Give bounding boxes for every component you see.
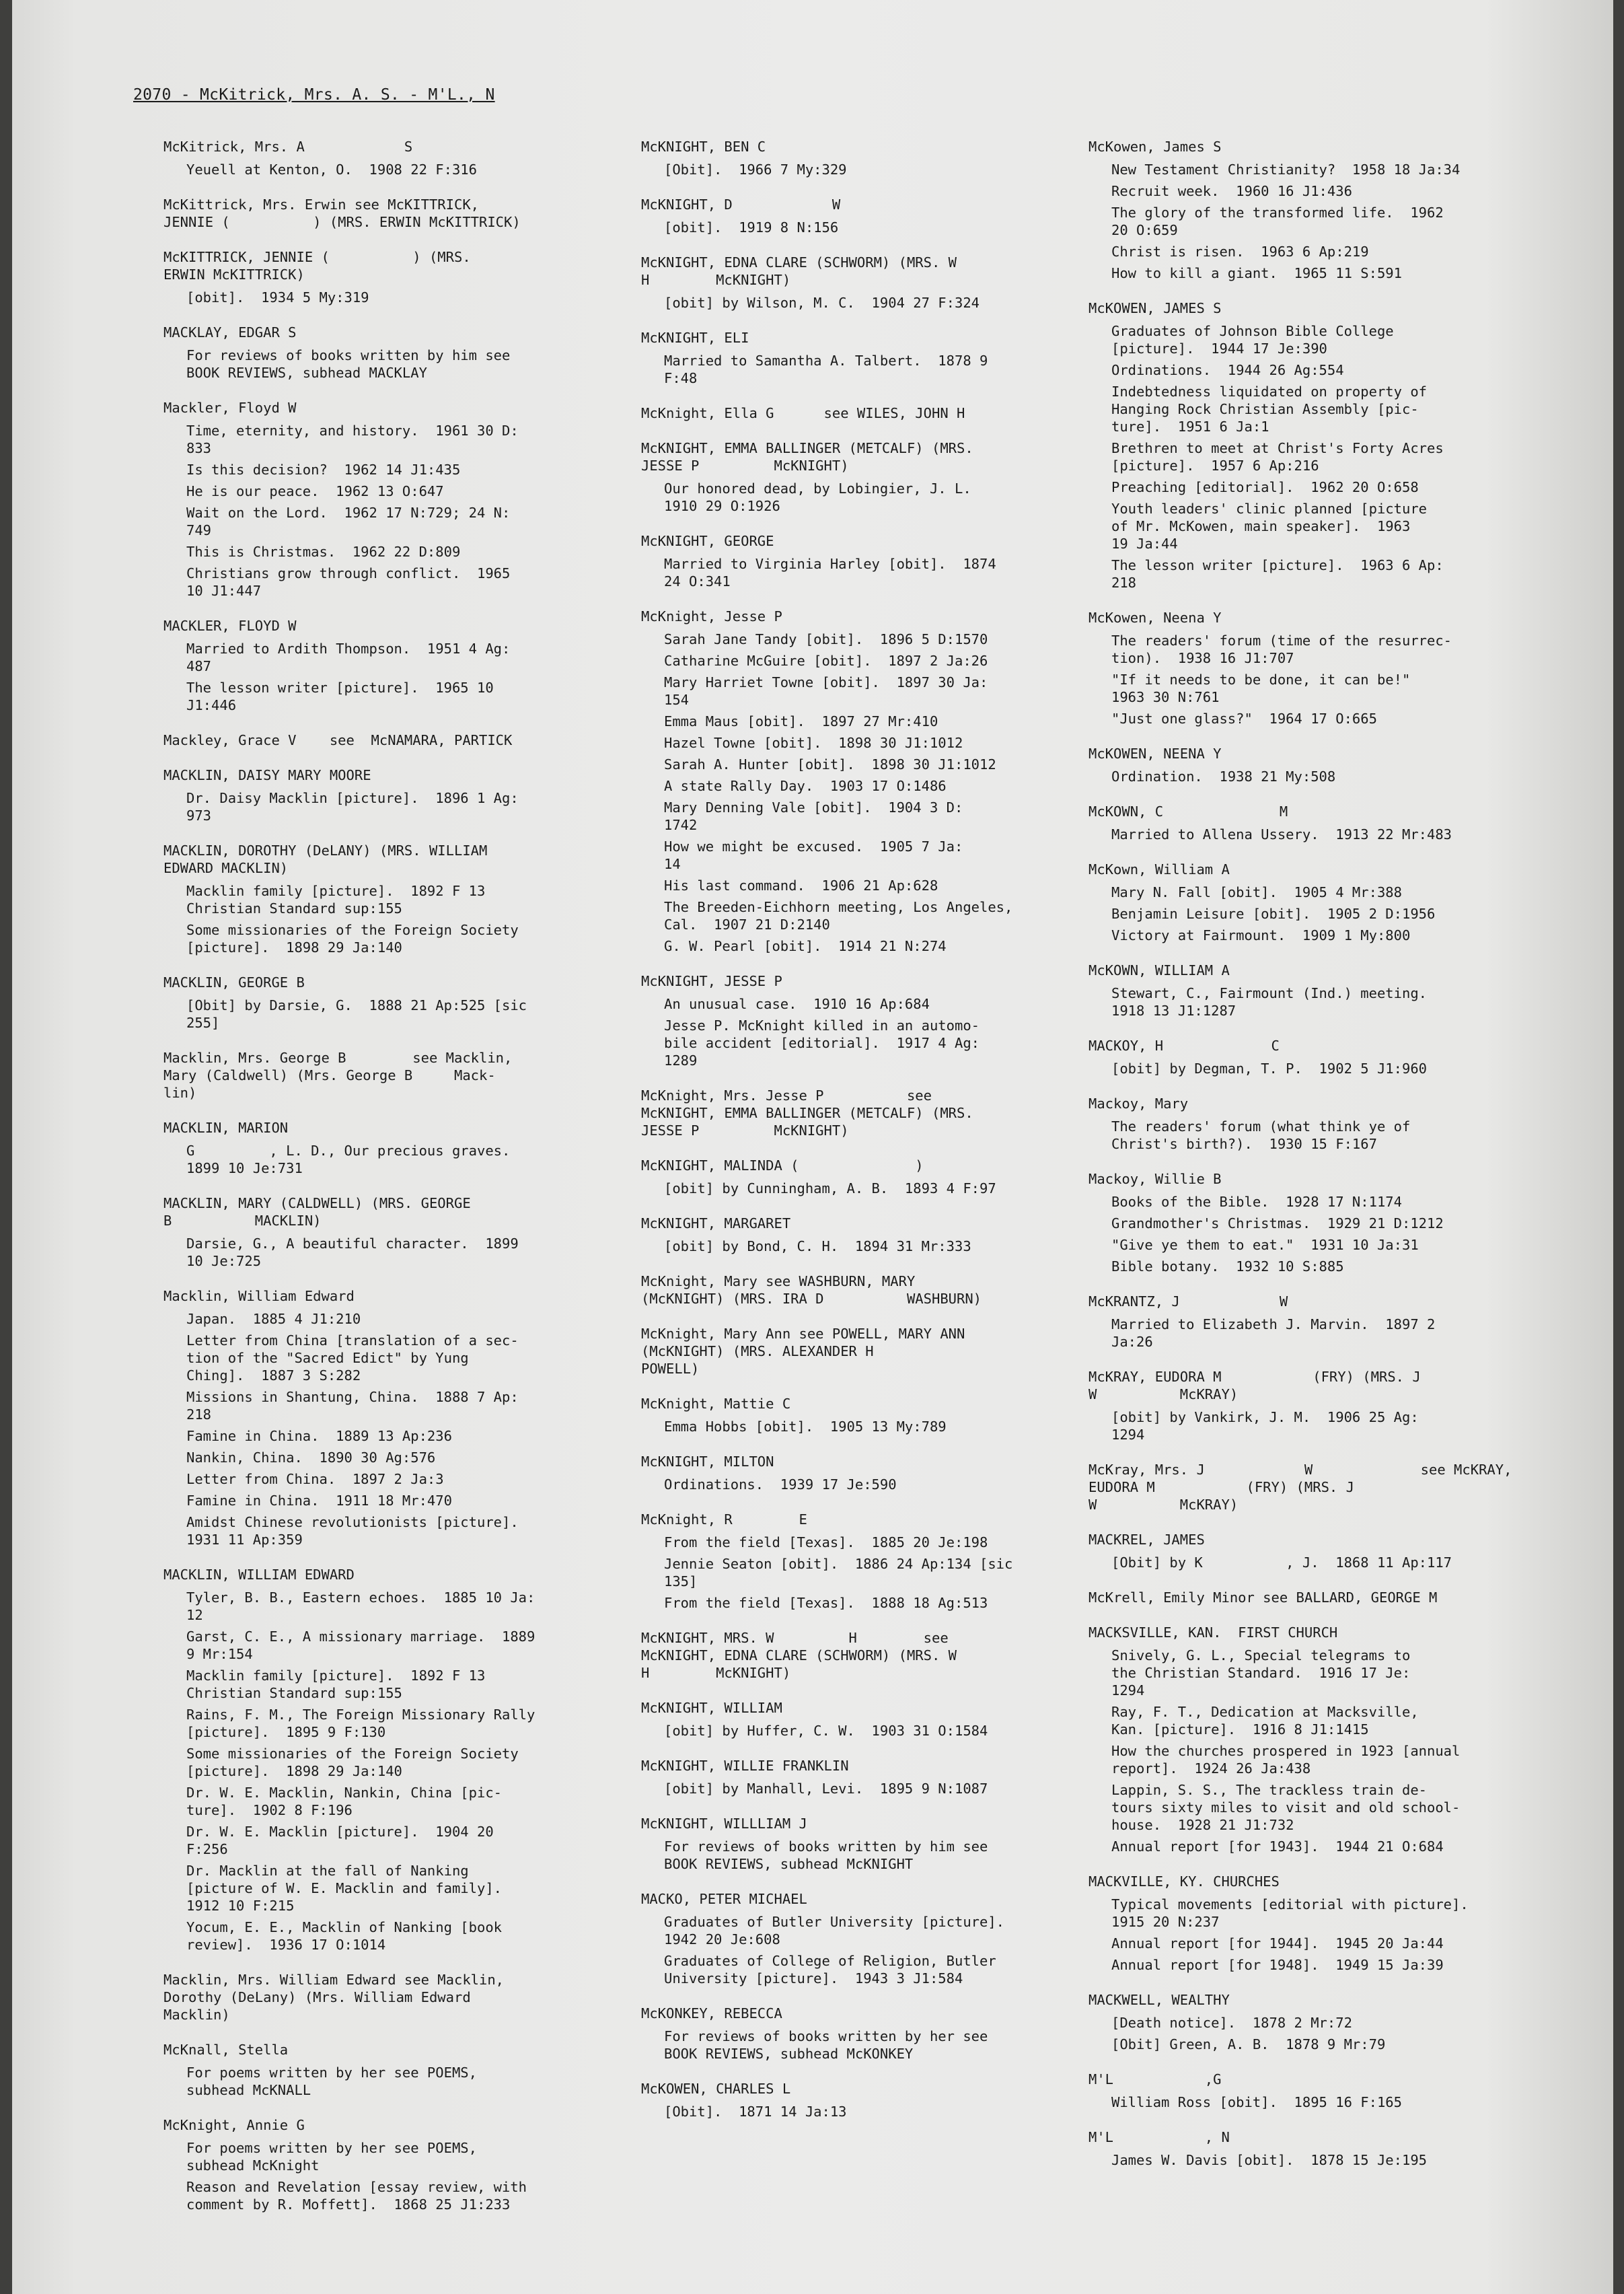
entry-citation: Recruit week. 1960 16 J1:436 — [1111, 183, 1352, 199]
index-entry — [163, 1049, 607, 1102]
entry-citation: Brethren to meet at Christ's Forty Acres [picture]. 1957 6 Ap:216 — [1111, 440, 1444, 474]
index-entry — [641, 404, 1078, 422]
entry-citation: Time, eternity, and history. 1961 30 D: 833 — [186, 423, 519, 456]
entry-citation: Sarah A. Hunter [obit]. 1898 30 J1:1012 — [664, 756, 996, 773]
entry-citation: Married to Elizabeth J. Marvin. 1897 2 Ja:26 — [1111, 1316, 1436, 1350]
entry-citation: G , L. D., Our precious graves. 1899 10 Je:731 — [186, 1143, 511, 1176]
index-entry — [1088, 1170, 1553, 1275]
index-entry — [163, 617, 607, 714]
index-entry — [641, 1699, 1078, 1740]
index-entry — [1088, 1095, 1553, 1153]
index-entry — [641, 1815, 1078, 1873]
index-entry — [1088, 1293, 1553, 1351]
entry-citation: Jesse P. McKnight killed in an automo- bile accident [editorial]. 1917 4 Ag: 1289 — [664, 1017, 980, 1069]
entry-heading: McKnight, Mrs. Jesse P see McKNIGHT, EMMA BALLINGER (METCALF) (MRS. JESSE P McKNIGHT) — [641, 1087, 973, 1139]
entry-citation: For reviews of books written by her see BOOK REVIEWS, subhead McKONKEY — [664, 2028, 988, 2062]
entry-citation: [obit]. 1919 8 N:156 — [664, 219, 839, 236]
index-entry — [641, 1157, 1078, 1197]
entry-citation: [Death notice]. 1878 2 Mr:72 — [1111, 2015, 1352, 2031]
entry-citation: From the field [Texas]. 1885 20 Je:198 — [664, 1534, 988, 1550]
entry-citation: Yeuell at Kenton, O. 1908 22 F:316 — [186, 162, 477, 178]
entry-citation: Married to Ardith Thompson. 1951 4 Ag: 487 — [186, 641, 511, 674]
entry-citation: Ordinations. 1944 26 Ag:554 — [1111, 362, 1344, 378]
entry-citation: Graduates of Butler University [picture]. 1942 20 Je:608 — [664, 1914, 1005, 1947]
index-entry — [163, 1119, 607, 1177]
entry-heading: McKNIGHT, MARGARET — [641, 1215, 791, 1231]
entry-heading: McKnall, Stella — [163, 2042, 289, 2058]
index-entry — [1088, 1368, 1553, 1443]
index-entry — [1088, 1624, 1553, 1855]
entry-heading: McKNIGHT, GEORGE — [641, 533, 774, 549]
entry-citation: Is this decision? 1962 14 J1:435 — [186, 462, 461, 478]
entry-citation: The glory of the transformed life. 1962 20 O:659 — [1111, 205, 1444, 238]
index-entry — [1088, 803, 1553, 843]
index-entry — [163, 324, 607, 382]
entry-citation: Benjamin Leisure [obit]. 1905 2 D:1956 — [1111, 906, 1436, 922]
index-entry — [641, 1890, 1078, 1987]
entry-heading: McKNIGHT, WILLLIAM J — [641, 1816, 807, 1832]
entry-citation: [Obit] by Darsie, G. 1888 21 Ap:525 [sic 255] — [186, 997, 527, 1031]
entry-citation: The lesson writer [picture]. 1963 6 Ap: 218 — [1111, 557, 1444, 591]
entry-citation: [Obit] by K , J. 1868 11 Ap:117 — [1111, 1554, 1452, 1571]
entry-citation: Books of the Bible. 1928 17 N:1174 — [1111, 1194, 1402, 1210]
index-page — [12, 0, 1613, 2294]
entry-citation: [obit] by Wilson, M. C. 1904 27 F:324 — [664, 295, 980, 311]
entry-heading: McKRAY, EUDORA M (FRY) (MRS. J W McKRAY) — [1088, 1369, 1421, 1402]
entry-citation: Japan. 1885 4 J1:210 — [186, 1311, 361, 1327]
entry-heading: MACKLER, FLOYD W — [163, 618, 297, 634]
page-header: 2070 - McKitrick, Mrs. A. S. - M'L., N — [133, 86, 495, 104]
entry-citation: Grandmother's Christmas. 1929 21 D:1212 — [1111, 1215, 1444, 1231]
entry-citation: Youth leaders' clinic planned [picture of Mr. McKowen, main speaker]. 1963 19 Ja:44 — [1111, 501, 1427, 552]
entry-citation: The Breeden-Eichhorn meeting, Los Angeles, Cal. 1907 21 D:2140 — [664, 899, 1013, 933]
entry-heading: McKNIGHT, ELI — [641, 330, 749, 346]
entry-citation: [obit] by Cunningham, A. B. 1893 4 F:97 — [664, 1180, 996, 1196]
entry-citation: Dr. Daisy Macklin [picture]. 1896 1 Ag: 973 — [186, 790, 519, 824]
index-entry — [163, 2116, 607, 2213]
index-entry — [641, 254, 1078, 312]
entry-heading: McKNIGHT, MALINDA ( ) — [641, 1157, 924, 1174]
entry-citation: Tyler, B. B., Eastern echoes. 1885 10 Ja: 12 — [186, 1589, 536, 1623]
entry-heading: McKnight, R E — [641, 1511, 807, 1528]
entry-citation: How to kill a giant. 1965 11 S:591 — [1111, 265, 1402, 281]
index-entry — [163, 731, 607, 749]
entry-heading: Macklin, William Edward — [163, 1288, 355, 1304]
column-3 — [1088, 138, 1553, 2186]
entry-heading: MACKSVILLE, KAN. FIRST CHURCH — [1088, 1624, 1338, 1641]
entry-citation: [obit] by Degman, T. P. 1902 5 J1:960 — [1111, 1061, 1427, 1077]
index-entry — [1088, 1461, 1553, 1513]
entry-citation: Indebtedness liquidated on property of Hanging Rock Christian Assembly [pic- ture]. 1951 6 Ja:1 — [1111, 384, 1427, 435]
entry-citation: [Obit]. 1966 7 My:329 — [664, 162, 847, 178]
entry-heading: McKNIGHT, MILTON — [641, 1454, 774, 1470]
entry-citation: Annual report [for 1943]. 1944 21 O:684 — [1111, 1838, 1444, 1855]
entry-citation: [obit]. 1934 5 My:319 — [186, 289, 369, 306]
index-entry — [163, 138, 607, 178]
entry-heading: McKown, William A — [1088, 861, 1230, 877]
entry-heading: MACKLIN, GEORGE B — [163, 974, 305, 991]
index-entry — [163, 1566, 607, 1954]
index-entry — [641, 2005, 1078, 2063]
index-entry — [641, 2080, 1078, 2120]
index-entry — [641, 1395, 1078, 1435]
entry-heading: MACKLIN, WILLIAM EDWARD — [163, 1567, 355, 1583]
entry-citation: [obit] by Bond, C. H. 1894 31 Mr:333 — [664, 1238, 971, 1254]
index-entry — [1088, 1589, 1553, 1606]
entry-heading: MACKLIN, MARION — [163, 1120, 289, 1136]
entry-heading: McKOWN, C M — [1088, 803, 1288, 820]
entry-citation: Darsie, G., A beautiful character. 1899 10 Je:725 — [186, 1235, 519, 1269]
index-entry — [1088, 609, 1553, 727]
entry-citation: James W. Davis [obit]. 1878 15 Je:195 — [1111, 2152, 1427, 2168]
entry-citation: Rains, F. M., The Foreign Missionary Rally [picture]. 1895 9 F:130 — [186, 1707, 536, 1740]
index-entry — [641, 532, 1078, 590]
entry-citation: Emma Hobbs [obit]. 1905 13 My:789 — [664, 1419, 947, 1435]
entry-heading: McKray, Mrs. J W see McKRAY, EUDORA M (FRY) (MRS. J W McKRAY) — [1088, 1462, 1512, 1513]
entry-citation: Emma Maus [obit]. 1897 27 Mr:410 — [664, 713, 938, 729]
index-entry — [641, 1325, 1078, 1377]
entry-citation: Ordination. 1938 21 My:508 — [1111, 768, 1336, 785]
entry-citation: Missions in Shantung, China. 1888 7 Ap: 218 — [186, 1389, 519, 1423]
entry-citation: Mary Harriet Towne [obit]. 1897 30 Ja: 154 — [664, 674, 988, 708]
column-1 — [163, 138, 607, 2231]
index-entry — [163, 248, 607, 306]
entry-heading: McKNIGHT, JESSE P — [641, 973, 782, 989]
entry-citation: "If it needs to be done, it can be!" 1963 30 N:761 — [1111, 672, 1411, 705]
index-entry — [163, 1971, 607, 2023]
entry-citation: [obit] by Vankirk, J. M. 1906 25 Ag: 1294 — [1111, 1409, 1419, 1443]
entry-citation: [obit] by Huffer, C. W. 1903 31 O:1584 — [664, 1723, 988, 1739]
entry-citation: [Obit]. 1871 14 Ja:13 — [664, 2104, 847, 2120]
entry-heading: McKnight, Jesse P — [641, 608, 782, 624]
entry-citation: Married to Virginia Harley [obit]. 1874 24 O:341 — [664, 556, 996, 589]
entry-heading: Mackoy, Willie B — [1088, 1171, 1222, 1187]
index-entry — [641, 1215, 1078, 1255]
entry-citation: Stewart, C., Fairmount (Ind.) meeting. 1918 13 J1:1287 — [1111, 985, 1427, 1019]
index-entry — [163, 1194, 607, 1270]
entry-heading: McKNIGHT, EDNA CLARE (SCHWORM) (MRS. W H McKNIGHT) — [641, 254, 957, 288]
entry-citation: An unusual case. 1910 16 Ap:684 — [664, 996, 930, 1012]
entry-heading: McKowen, James S — [1088, 139, 1222, 155]
entry-heading: MACKWELL, WEALTHY — [1088, 1992, 1230, 2008]
entry-citation: The readers' forum (time of the resurrec- tion). 1938 16 J1:707 — [1111, 633, 1452, 666]
index-entry — [163, 399, 607, 600]
entry-citation: Letter from China [translation of a sec- tion of the "Sacred Edict" by Yung Ching]. 1887 3 S:282 — [186, 1332, 519, 1384]
index-entry — [1088, 2128, 1553, 2169]
entry-heading: MACKLIN, DOROTHY (DeLANY) (MRS. WILLIAM EDWARD MACKLIN) — [163, 843, 488, 876]
entry-heading: McKitrick, Mrs. A S — [163, 139, 413, 155]
entry-citation: Snively, G. L., Special telegrams to the Christian Standard. 1916 17 Je: 1294 — [1111, 1647, 1411, 1698]
entry-citation: Famine in China. 1911 18 Mr:470 — [186, 1493, 452, 1509]
entry-citation: "Give ye them to eat." 1931 10 Ja:31 — [1111, 1237, 1419, 1253]
column-2 — [641, 138, 1078, 2138]
entry-citation: Christians grow through conflict. 1965 10 J1:447 — [186, 565, 511, 599]
entry-heading: McKnight, Mattie C — [641, 1396, 791, 1412]
index-entry — [1088, 1873, 1553, 1974]
entry-citation: Ordinations. 1939 17 Je:590 — [664, 1476, 897, 1493]
entry-heading: McKnight, Mary see WASHBURN, MARY (McKNIGHT) (MRS. IRA D WASHBURN) — [641, 1273, 982, 1307]
entry-citation: Famine in China. 1889 13 Ap:236 — [186, 1428, 452, 1444]
entry-heading: MACKOY, H C — [1088, 1038, 1280, 1054]
entry-heading: McKOWEN, CHARLES L — [641, 2081, 791, 2097]
entry-citation: Dr. Macklin at the fall of Nanking [picture of W. E. Macklin and family]. 1912 10 F:215 — [186, 1863, 502, 1914]
entry-citation: Macklin family [picture]. 1892 F 13 Christian Standard sup:155 — [186, 1668, 486, 1701]
entry-heading: McKOWEN, NEENA Y — [1088, 746, 1222, 762]
index-entry — [641, 138, 1078, 178]
entry-citation: Victory at Fairmount. 1909 1 My:800 — [1111, 927, 1411, 943]
index-entry — [641, 608, 1078, 955]
entry-citation: For reviews of books written by him see BOOK REVIEWS, subhead McKNIGHT — [664, 1838, 988, 1872]
entry-heading: McKOWN, WILLIAM A — [1088, 962, 1230, 978]
entry-citation: Typical movements [editorial with picture]. 1915 20 N:237 — [1111, 1896, 1469, 1930]
entry-citation: The lesson writer [picture]. 1965 10 J1:446 — [186, 680, 494, 713]
entry-citation: Garst, C. E., A missionary marriage. 1889 9 Mr:154 — [186, 1628, 536, 1662]
entry-citation: Dr. W. E. Macklin [picture]. 1904 20 F:256 — [186, 1824, 494, 1857]
entry-heading: McKNIGHT, BEN C — [641, 139, 766, 155]
entry-citation: His last command. 1906 21 Ap:628 — [664, 877, 938, 894]
entry-citation: Annual report [for 1948]. 1949 15 Ja:39 — [1111, 1957, 1444, 1973]
index-entry — [641, 1629, 1078, 1682]
index-entry — [641, 972, 1078, 1069]
entry-citation: Dr. W. E. Macklin, Nankin, China [pic- ture]. 1902 8 F:196 — [186, 1785, 502, 1818]
index-entry — [163, 2041, 607, 2099]
index-entry — [1088, 745, 1553, 785]
index-entry — [641, 1511, 1078, 1612]
entry-citation: How the churches prospered in 1923 [annual report]. 1924 26 Ja:438 — [1111, 1743, 1461, 1777]
entry-heading: MACKVILLE, KY. CHURCHES — [1088, 1873, 1280, 1890]
entry-citation: He is our peace. 1962 13 O:647 — [186, 483, 444, 499]
entry-citation: Graduates of College of Religion, Butler University [picture]. 1943 3 J1:584 — [664, 1953, 996, 1986]
entry-citation: New Testament Christianity? 1958 18 Ja:34 — [1111, 162, 1461, 178]
entry-citation: This is Christmas. 1962 22 D:809 — [186, 544, 461, 560]
entry-citation: Mary N. Fall [obit]. 1905 4 Mr:388 — [1111, 884, 1402, 900]
index-entry — [163, 842, 607, 956]
entry-citation: Macklin family [picture]. 1892 F 13 Christian Standard sup:155 — [186, 883, 486, 917]
index-entry — [641, 196, 1078, 236]
entry-citation: "Just one glass?" 1964 17 O:665 — [1111, 711, 1377, 727]
entry-citation: Yocum, E. E., Macklin of Nanking [book review]. 1936 17 O:1014 — [186, 1919, 502, 1953]
entry-heading: McKNIGHT, WILLIAM — [641, 1700, 782, 1716]
entry-heading: Macklin, Mrs. George B see Macklin, Mary (Caldwell) (Mrs. George B Mack- lin) — [163, 1050, 513, 1101]
entry-citation: The readers' forum (what think ye of Christ's birth?). 1930 15 F:167 — [1111, 1118, 1411, 1152]
entry-heading: MACKLIN, DAISY MARY MOORE — [163, 767, 371, 783]
index-entry — [1088, 861, 1553, 944]
entry-citation: Ray, F. T., Dedication at Macksville, Kan. [picture]. 1916 8 J1:1415 — [1111, 1704, 1419, 1737]
entry-citation: A state Rally Day. 1903 17 O:1486 — [664, 778, 947, 794]
entry-citation: Preaching [editorial]. 1962 20 O:658 — [1111, 479, 1419, 495]
entry-heading: MACKLAY, EDGAR S — [163, 324, 297, 340]
entry-heading: McKONKEY, REBECCA — [641, 2005, 782, 2021]
entry-heading: McKnight, Annie G — [163, 2117, 305, 2133]
entry-heading: McKowen, Neena Y — [1088, 610, 1222, 626]
entry-citation: Lappin, S. S., The trackless train de- tours sixty miles to visit and old school- house. 1928 21 J1:732 — [1111, 1782, 1461, 1833]
index-entry — [1088, 2071, 1553, 2111]
entry-citation: [obit] by Manhall, Levi. 1895 9 N:1087 — [664, 1781, 988, 1797]
index-entry — [163, 196, 607, 231]
entry-citation: For poems written by her see POEMS, subhead McKNALL — [186, 2065, 477, 2098]
entry-heading: McKittrick, Mrs. Erwin see McKITTRICK, JENNIE ( ) (MRS. ERWIN McKITTRICK) — [163, 196, 521, 230]
entry-citation: William Ross [obit]. 1895 16 F:165 — [1111, 2094, 1402, 2110]
index-entry — [1088, 962, 1553, 1019]
entry-citation: Letter from China. 1897 2 Ja:3 — [186, 1471, 444, 1487]
entry-citation: From the field [Texas]. 1888 18 Ag:513 — [664, 1595, 988, 1611]
entry-citation: Catharine McGuire [obit]. 1897 2 Ja:26 — [664, 653, 988, 669]
entry-citation: Annual report [for 1944]. 1945 20 Ja:44 — [1111, 1935, 1444, 1951]
index-entry — [163, 766, 607, 824]
entry-citation: Amidst Chinese revolutionists [picture]. 1931 11 Ap:359 — [186, 1514, 519, 1548]
entry-heading: M'L , N — [1088, 2129, 1230, 2145]
index-entry — [641, 1087, 1078, 1139]
entry-heading: McKNIGHT, D W — [641, 196, 841, 213]
entry-citation: Nankin, China. 1890 30 Ag:576 — [186, 1449, 436, 1466]
entry-heading: McKNIGHT, EMMA BALLINGER (METCALF) (MRS. JESSE P McKNIGHT) — [641, 440, 973, 474]
index-entry — [641, 1757, 1078, 1797]
entry-citation: Married to Samantha A. Talbert. 1878 9 F:48 — [664, 353, 988, 386]
index-entry — [641, 329, 1078, 387]
index-entry — [641, 1273, 1078, 1307]
entry-heading: Mackley, Grace V see McNAMARA, PARTICK — [163, 732, 513, 748]
entry-citation: For reviews of books written by him see BOOK REVIEWS, subhead MACKLAY — [186, 347, 511, 381]
entry-heading: McKNIGHT, WILLIE FRANKLIN — [641, 1758, 849, 1774]
index-entry — [163, 974, 607, 1032]
entry-heading: McKNIGHT, MRS. W H see McKNIGHT, EDNA CLARE (SCHWORM) (MRS. W H McKNIGHT) — [641, 1630, 957, 1681]
entry-citation: How we might be excused. 1905 7 Ja: 14 — [664, 838, 963, 872]
entry-citation: Some missionaries of the Foreign Society [picture]. 1898 29 Ja:140 — [186, 1746, 519, 1779]
entry-citation: Reason and Revelation [essay review, with comment by R. Moffett]. 1868 25 J1:233 — [186, 2179, 527, 2213]
entry-heading: Mackler, Floyd W — [163, 400, 297, 416]
index-entry — [1088, 138, 1553, 282]
entry-citation: Mary Denning Vale [obit]. 1904 3 D: 1742 — [664, 799, 963, 833]
entry-heading: Macklin, Mrs. William Edward see Macklin, Dorothy (DeLany) (Mrs. William Edward Macklin) — [163, 1972, 505, 2023]
index-entry — [641, 1453, 1078, 1493]
entry-heading: MACKO, PETER MICHAEL — [641, 1891, 807, 1907]
entry-heading: McKITTRICK, JENNIE ( ) (MRS. ERWIN McKITTRICK) — [163, 249, 471, 283]
entry-citation: [Obit] Green, A. B. 1878 9 Mr:79 — [1111, 2036, 1386, 2052]
entry-citation: Some missionaries of the Foreign Society [picture]. 1898 29 Ja:140 — [186, 922, 519, 956]
entry-heading: Mackoy, Mary — [1088, 1096, 1189, 1112]
index-entry — [1088, 299, 1553, 592]
entry-heading: McKnight, Mary Ann see POWELL, MARY ANN (McKNIGHT) (MRS. ALEXANDER H POWELL) — [641, 1326, 965, 1377]
entry-citation: Sarah Jane Tandy [obit]. 1896 5 D:1570 — [664, 631, 988, 647]
entry-heading: MACKREL, JAMES — [1088, 1532, 1205, 1548]
entry-citation: Jennie Seaton [obit]. 1886 24 Ap:134 [sic 135] — [664, 1556, 1013, 1589]
entry-citation: Married to Allena Ussery. 1913 22 Mr:483 — [1111, 826, 1452, 843]
entry-citation: Bible botany. 1932 10 S:885 — [1111, 1258, 1344, 1275]
entry-citation: Graduates of Johnson Bible College [picture]. 1944 17 Je:390 — [1111, 323, 1394, 357]
index-entry — [163, 1287, 607, 1548]
entry-heading: McKrell, Emily Minor see BALLARD, GEORGE M — [1088, 1589, 1438, 1606]
entry-heading: M'L ,G — [1088, 2071, 1222, 2087]
entry-heading: McKOWEN, JAMES S — [1088, 300, 1222, 316]
index-entry — [1088, 1991, 1553, 2053]
entry-heading: McKRANTZ, J W — [1088, 1293, 1288, 1310]
entry-citation: Wait on the Lord. 1962 17 N:729; 24 N: 749 — [186, 505, 511, 538]
entry-citation: For poems written by her see POEMS, subhead McKnight — [186, 2140, 477, 2174]
index-entry — [1088, 1037, 1553, 1077]
index-entry — [1088, 1531, 1553, 1571]
entry-heading: MACKLIN, MARY (CALDWELL) (MRS. GEORGE B MACKLIN) — [163, 1195, 471, 1229]
entry-citation: Hazel Towne [obit]. 1898 30 J1:1012 — [664, 735, 963, 751]
entry-citation: Christ is risen. 1963 6 Ap:219 — [1111, 244, 1369, 260]
entry-heading: McKnight, Ella G see WILES, JOHN H — [641, 405, 965, 421]
entry-citation: G. W. Pearl [obit]. 1914 21 N:274 — [664, 938, 947, 954]
entry-citation: Our honored dead, by Lobingier, J. L. 1910 29 O:1926 — [664, 480, 971, 514]
index-entry — [641, 439, 1078, 515]
